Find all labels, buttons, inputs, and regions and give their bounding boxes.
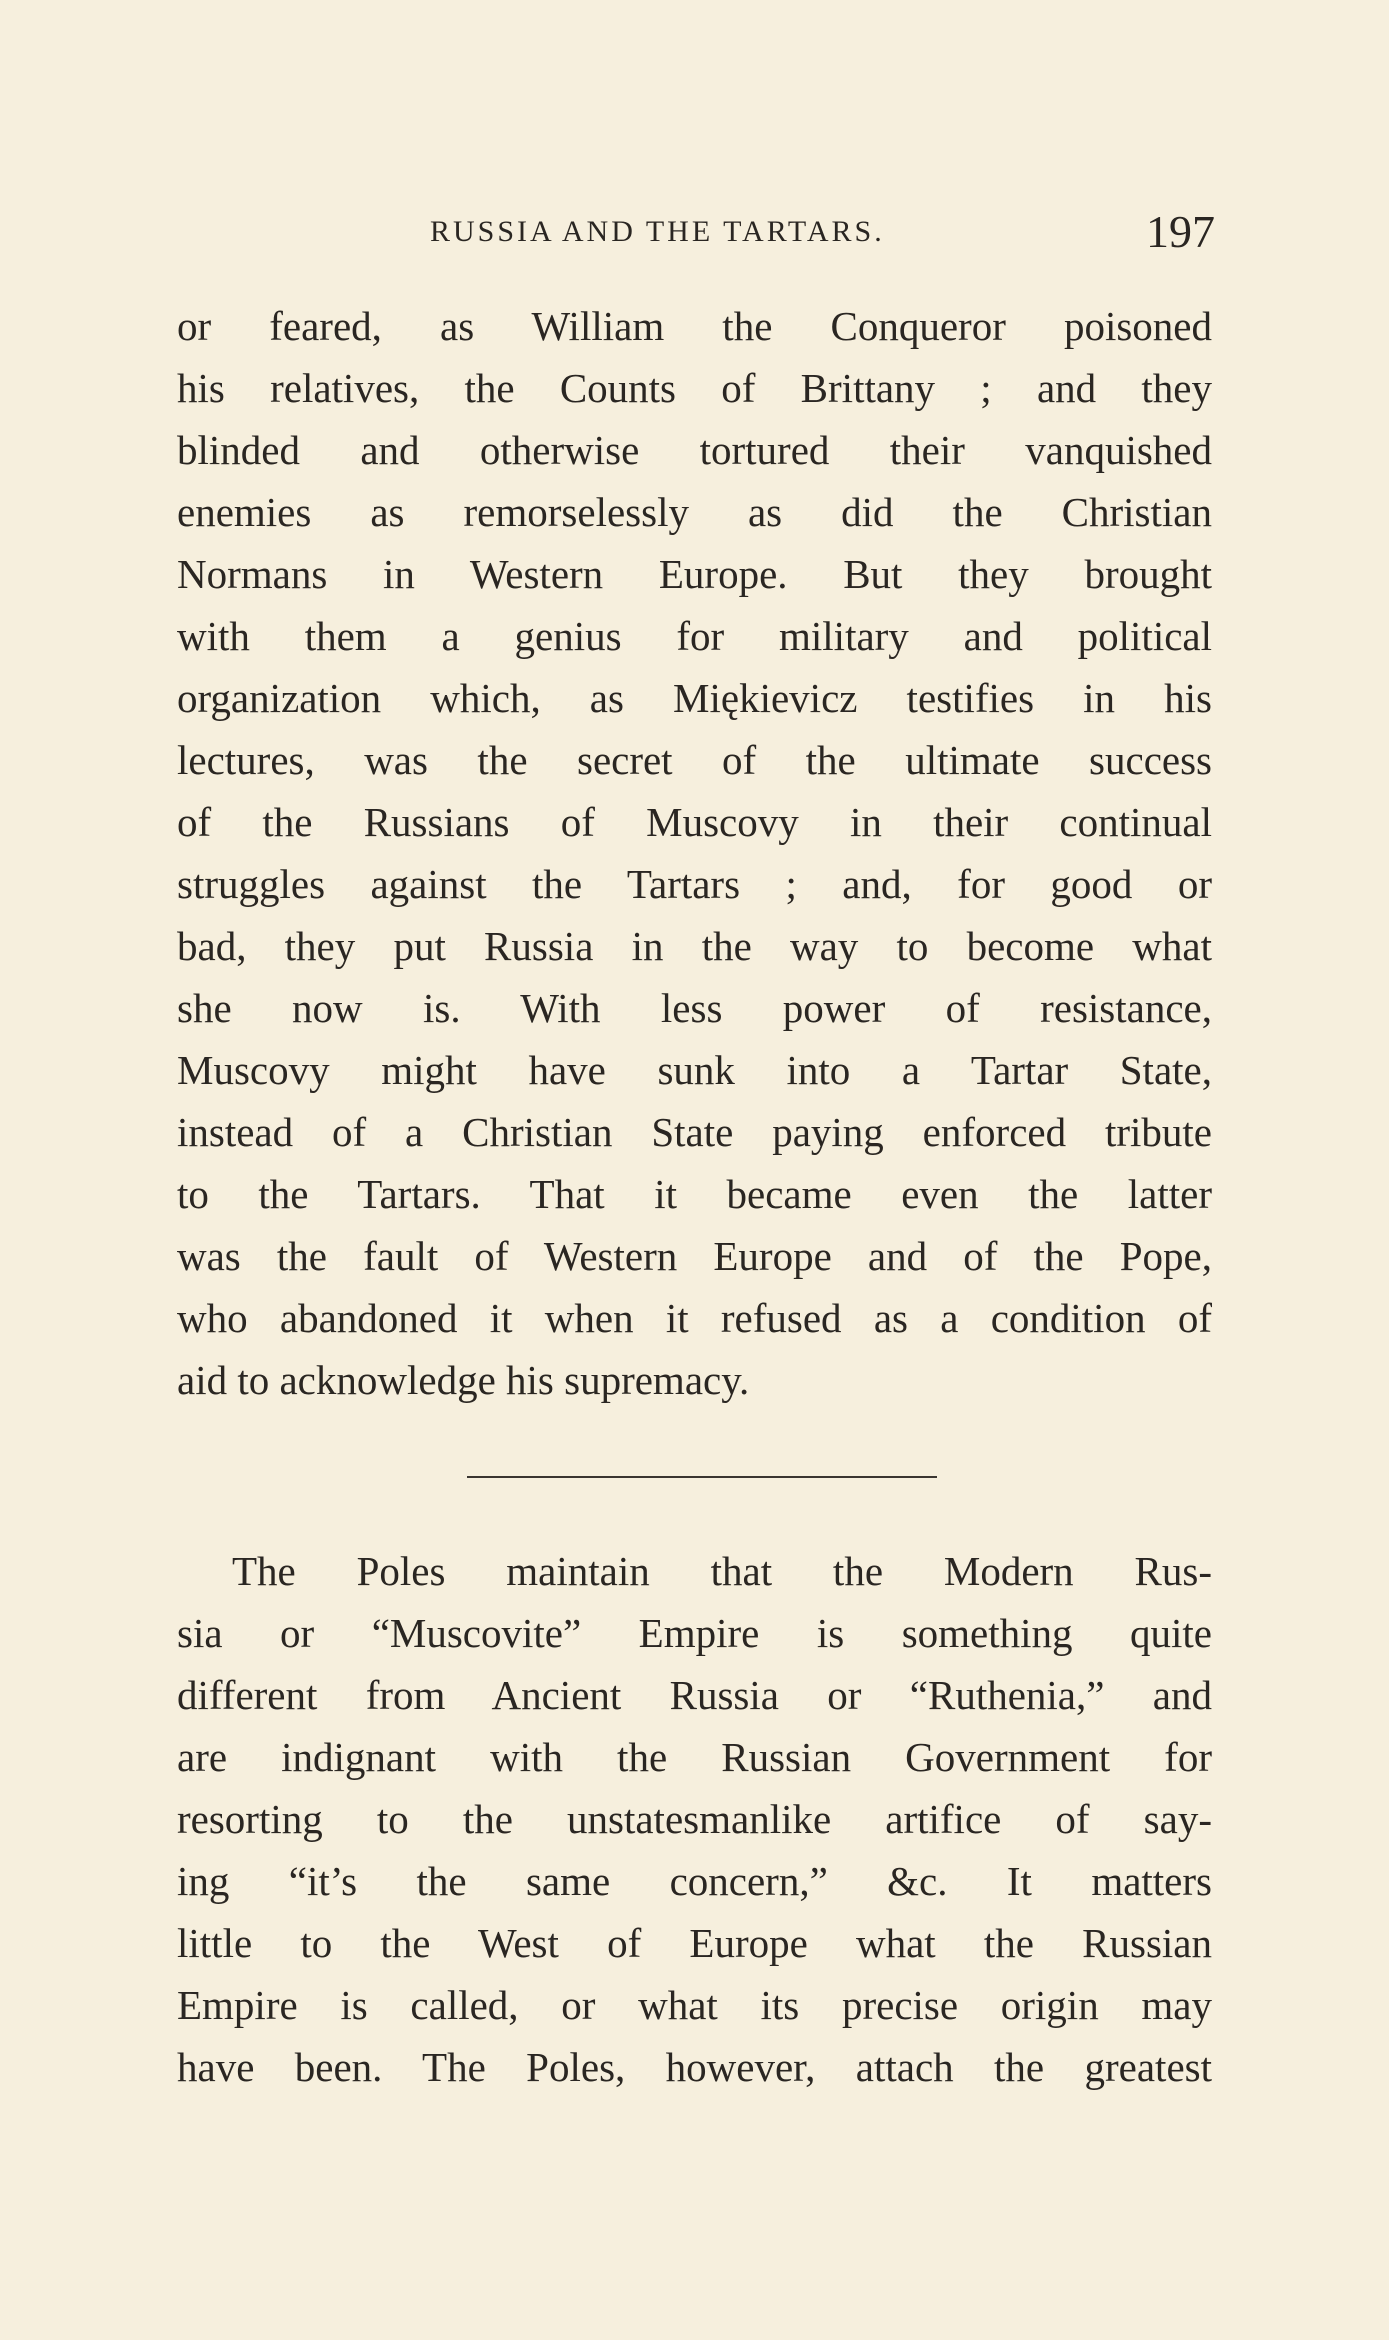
- text-line: she now is. With less power of resistance,: [177, 985, 1212, 1031]
- text-line: to the Tartars. That it became even the latter: [177, 1171, 1212, 1217]
- text-line: lectures, was the secret of the ultimate success: [177, 737, 1212, 783]
- text-line: blinded and otherwise tortured their vanquished: [177, 427, 1212, 473]
- text-line: of the Russians of Muscovy in their continual: [177, 799, 1212, 845]
- text-line: aid to acknowledge his supremacy.: [177, 1357, 750, 1403]
- paragraph-2: [177, 1540, 1212, 2098]
- running-title: RUSSIA AND THE TARTARS.: [430, 215, 885, 248]
- text-line: different from Ancient Russia or “Ruthenia,” and: [177, 1672, 1212, 1718]
- text-line: organization which, as Miękievicz testifies in his: [177, 675, 1212, 721]
- text-line: are indignant with the Russian Government for: [177, 1734, 1212, 1780]
- text-line: The Poles maintain that the Modern Rus-: [232, 1548, 1212, 1594]
- running-head: [175, 205, 1225, 255]
- text-line: bad, they put Russia in the way to become what: [177, 923, 1212, 969]
- text-line: his relatives, the Counts of Brittany ; and they: [177, 365, 1212, 411]
- text-line: resorting to the unstatesmanlike artifice of say-: [177, 1796, 1212, 1842]
- text-line: Muscovy might have sunk into a Tartar State,: [177, 1047, 1212, 1093]
- text-line: ing “it’s the same concern,” &c. It matters: [177, 1858, 1212, 1904]
- text-line: little to the West of Europe what the Russian: [177, 1920, 1212, 1966]
- text-line: have been. The Poles, however, attach the greatest: [177, 2044, 1212, 2090]
- text-line: sia or “Muscovite” Empire is something quite: [177, 1610, 1212, 1656]
- text-line: with them a genius for military and political: [177, 613, 1212, 659]
- section-divider: [467, 1476, 937, 1478]
- text-line: was the fault of Western Europe and of the Pope,: [177, 1233, 1212, 1279]
- text-line: Normans in Western Europe. But they brought: [177, 551, 1212, 597]
- text-line: who abandoned it when it refused as a condition of: [177, 1295, 1212, 1341]
- text-line: struggles against the Tartars ; and, for good or: [177, 861, 1212, 907]
- text-line: instead of a Christian State paying enforced tribute: [177, 1109, 1212, 1155]
- text-line: or feared, as William the Conqueror poisoned: [177, 303, 1212, 349]
- paragraph-1: [177, 295, 1212, 1411]
- text-line: Empire is called, or what its precise origin may: [177, 1982, 1212, 2028]
- text-line: enemies as remorselessly as did the Christian: [177, 489, 1212, 535]
- page-number: 197: [1146, 206, 1215, 257]
